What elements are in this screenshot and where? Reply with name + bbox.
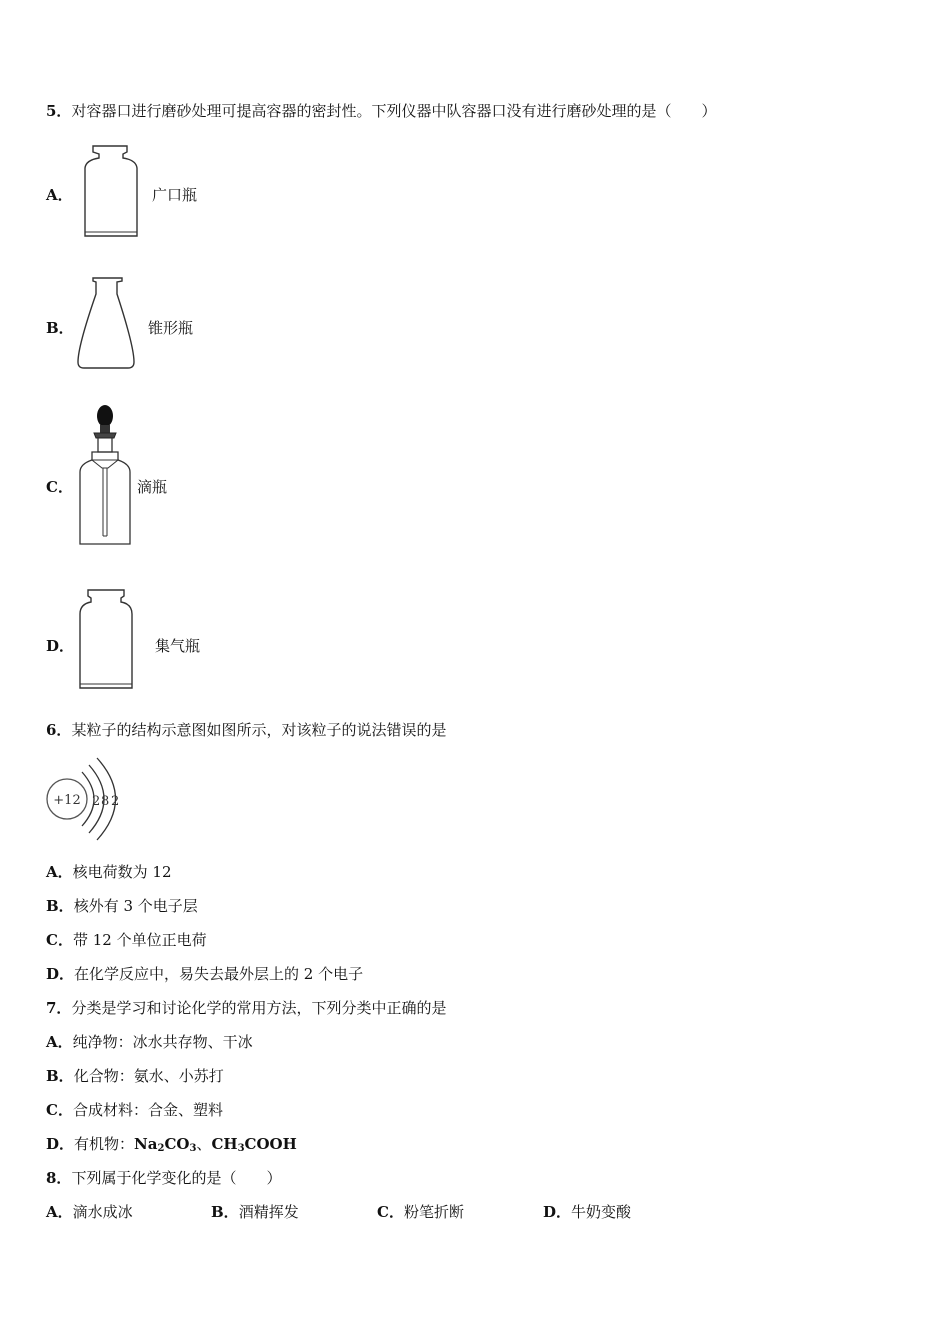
- q8-options-row: [46, 1202, 746, 1222]
- q8-option-b: B．酒精挥发: [211, 1203, 299, 1221]
- q7-text: 分类是学习和讨论化学的常用方法，下列分类中正确的是: [71, 999, 447, 1017]
- option-label: A．: [46, 1033, 73, 1051]
- q5-text: 对容器口进行磨砂处理可提高容器的密封性。下列仪器中队容器口没有进行磨砂处理的是（ ）: [71, 102, 717, 120]
- q8-number: 8．: [46, 1169, 72, 1187]
- q6-option-b: [46, 896, 198, 916]
- q6-option-d: [46, 964, 363, 984]
- q5-option-a-name: 广口瓶: [152, 186, 198, 204]
- q5-option-d-label: D．: [46, 637, 75, 655]
- q7-option-d: [46, 1134, 297, 1159]
- option-text: 化合物：氨水、小苏打: [73, 1067, 224, 1085]
- q5-option-c-name: 滴瓶: [137, 478, 168, 496]
- q5-option-d-name: 集气瓶: [155, 637, 201, 655]
- q5-option-b-label: B．: [46, 319, 74, 337]
- q7-option-b: [46, 1066, 224, 1086]
- gas-collecting-bottle-icon: [78, 588, 136, 692]
- q7-stem: [46, 998, 446, 1018]
- option-label: C．: [46, 1101, 73, 1119]
- formula-acetic-acid: $CH_3COOH$: [211, 1135, 297, 1154]
- option-label: A．: [46, 863, 73, 881]
- q5-stem: [46, 101, 716, 121]
- shell-2-electrons: 8: [101, 794, 110, 809]
- q6-option-c: [46, 930, 207, 950]
- dropper-bottle-icon: [78, 404, 134, 550]
- q6-stem: [46, 720, 446, 740]
- q6-option-a: [46, 862, 172, 882]
- option-text: 核外有 3 个电子层: [73, 897, 198, 915]
- q7-number: 7．: [46, 999, 72, 1017]
- q8-stem: [46, 1168, 281, 1188]
- shell-3-electrons: 2: [111, 794, 120, 809]
- q5-option-b-name: 锥形瓶: [148, 319, 194, 337]
- q5-option-a-label: A．: [46, 186, 73, 204]
- option-label: B．: [46, 1067, 74, 1085]
- q7-option-c: [46, 1100, 223, 1120]
- q6-number: 6．: [46, 721, 72, 739]
- option-text: 有机物：: [74, 1135, 135, 1153]
- formula-sodium-carbonate: $Na_2CO_3$: [134, 1135, 197, 1154]
- q8-text: 下列属于化学变化的是（ ）: [71, 1169, 282, 1187]
- option-text: 合成材料：合金、塑料: [72, 1101, 223, 1119]
- option-text: 纯净物：冰水共存物、干冰: [72, 1033, 253, 1051]
- erlenmeyer-flask-icon: [76, 276, 138, 372]
- option-label: D．: [46, 965, 75, 983]
- option-text: 带 12 个单位正电荷: [72, 931, 207, 949]
- q8-option-d: D．牛奶变酸: [543, 1203, 632, 1221]
- q8-option-a: A．滴水成冰: [46, 1203, 133, 1221]
- shell-1-electrons: 2: [92, 794, 101, 809]
- nucleus-charge: +12: [53, 793, 81, 808]
- option-label: D．: [46, 1135, 75, 1153]
- option-text: 在化学反应中，易失去最外层上的 2 个电子: [74, 965, 364, 983]
- wide-mouth-bottle-icon: [80, 144, 142, 240]
- option-label: C．: [46, 931, 73, 949]
- q5-option-c-label: C．: [46, 478, 73, 496]
- q6-text: 某粒子的结构示意图如图所示，对该粒子的说法错误的是: [71, 721, 447, 739]
- formula-separator: 、: [196, 1135, 212, 1153]
- option-label: B．: [46, 897, 74, 915]
- q8-option-c: C．粉笔折断: [377, 1203, 464, 1221]
- q7-option-a: [46, 1032, 253, 1052]
- q5-number: 5．: [46, 102, 72, 120]
- atomic-structure-diagram: [44, 752, 128, 850]
- option-text: 核电荷数为 12: [72, 863, 172, 881]
